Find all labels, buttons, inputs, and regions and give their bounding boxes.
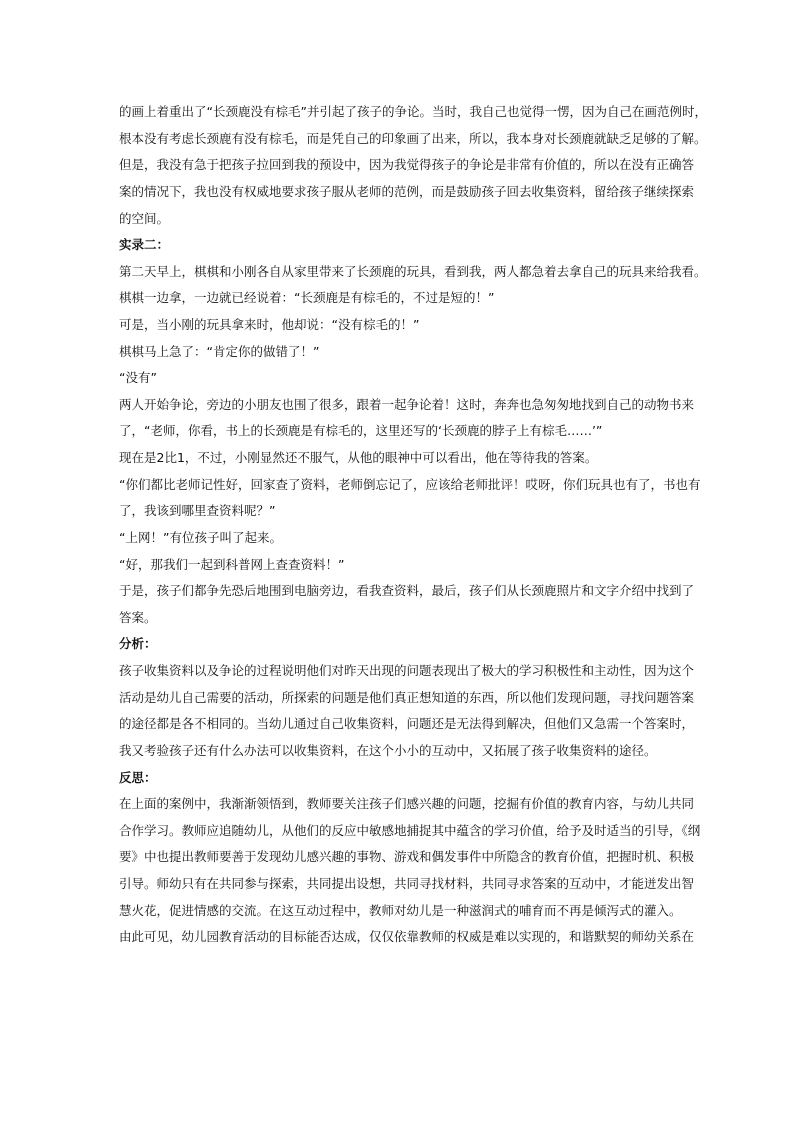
text-line: 了，我该到哪里查资料呢？” xyxy=(119,503,276,519)
text-line: 于是，孩子们都争先恐后地围到电脑旁边，看我查资料，最后，孩子们从长颈鹿照片和文字介绍中找到了 xyxy=(119,583,695,599)
text-line: “上网！”有位孩子叫了起来。 xyxy=(119,529,282,545)
text-line: 现在是2比1，不过，小刚显然还不服气，从他的眼神中可以看出，他在等待我的答案。 xyxy=(119,450,598,466)
text-line: 两人开始争论，旁边的小朋友也围了很多，跟着一起争论着！这时，奔奔也急匆匆地找到自己的动物书来 xyxy=(119,396,695,412)
text-line: 的画上着重出了“长颈鹿没有棕毛”并引起了孩子的争论。当时，我自己也觉得一愣，因为自己在画范例时， xyxy=(119,104,707,119)
section-heading: 实录二： xyxy=(119,237,170,253)
text-line: 慧火花，促进情感的交流。在这互动过程中，教师对幼儿是一种滋润式的哺育而不再是倾泻式的灌入。 xyxy=(119,902,682,918)
text-line: 由此可见，幼儿园教育活动的目标能否达成，仅仅依靠教师的权威是难以实现的，和谐默契的师幼关系在 xyxy=(119,929,695,945)
text-line: 的途径都是各不相同的。当幼儿通过自己收集资料，问题还是无法得到解决，但他们又急需一个答案时， xyxy=(119,716,695,732)
text-line: 孩子收集资料以及争论的过程说明他们对昨天出现的问题表现出了极大的学习积极性和主动性，因为这个 xyxy=(119,663,695,678)
text-line: 在上面的案例中，我渐渐领悟到，教师要关注孩子们感兴趣的问题，挖掘有价值的教育内容，与幼儿共同 xyxy=(119,796,695,812)
text-line: 答案。 xyxy=(119,609,157,625)
text-line: 但是，我没有急于把孩子拉回到我的预设中，因为我觉得孩子的争论是非常有价值的，所以在没有正确答 xyxy=(119,157,695,173)
text-line: 可是，当小刚的玩具拿来时，他却说：“没有棕毛的！” xyxy=(119,317,420,332)
text-line: 了，“老师，你看，书上的长颈鹿是有棕毛的，这里还写的‘长颈鹿的脖子上有棕毛……’” xyxy=(119,423,603,439)
text-line: “好，那我们一起到科普网上查查资料！” xyxy=(119,556,345,572)
text-line: 我又考验孩子还有什么办法可以收集资料，在这个小小的互动中，又拓展了孩子收集资料的途径。 xyxy=(119,742,657,758)
text-line: 合作学习。教师应追随幼儿，从他们的反应中敏感地捕捉其中蕴含的学习价值，给予及时适当的引导，《纲 xyxy=(119,822,701,838)
text-line: 的空间。 xyxy=(119,210,170,226)
text-line: 引导。师幼只有在共同参与探索，共同提出设想，共同寻找材料，共同寻求答案的互动中，才能迸发出智 xyxy=(119,876,695,891)
text-line: 案的情况下，我也没有权威地要求孩子服从老师的范例，而是鼓励孩子回去收集资料，留给孩子继续探索 xyxy=(119,183,695,199)
text-line: “你们都比老师记性好，回家查了资料，老师倒忘记了，应该给老师批评！哎呀，你们玩具也有了，书也有 xyxy=(119,476,701,492)
text-line: 棋棋马上急了：“肯定你的做错了！” xyxy=(119,343,320,359)
text-line: 活动是幼儿自己需要的活动，所探索的问题是他们真正想知道的东西，所以他们发现问题，寻找问题答案 xyxy=(119,689,695,705)
text-line: 棋棋一边拿，一边就已经说着：“长颈鹿是有棕毛的，不过是短的！” xyxy=(119,290,495,306)
section-heading: 反思： xyxy=(119,769,157,785)
text-line: 根本没有考虑长颈鹿有没有棕毛，而是凭自己的印象画了出来，所以，我本身对长颈鹿就缺乏足够的了解。 xyxy=(119,130,707,146)
text-line: “没有” xyxy=(119,370,157,386)
section-heading: 分析： xyxy=(119,636,157,652)
text-line: 第二天早上，棋棋和小刚各自从家里带来了长颈鹿的玩具，看到我，两人都急着去拿自己的玩具来给我看。 xyxy=(119,263,707,279)
text-line: 要》中也提出教师要善于发现幼儿感兴趣的事物、游戏和偶发事件中所隐含的教育价值，把握时机、积极 xyxy=(119,849,695,865)
